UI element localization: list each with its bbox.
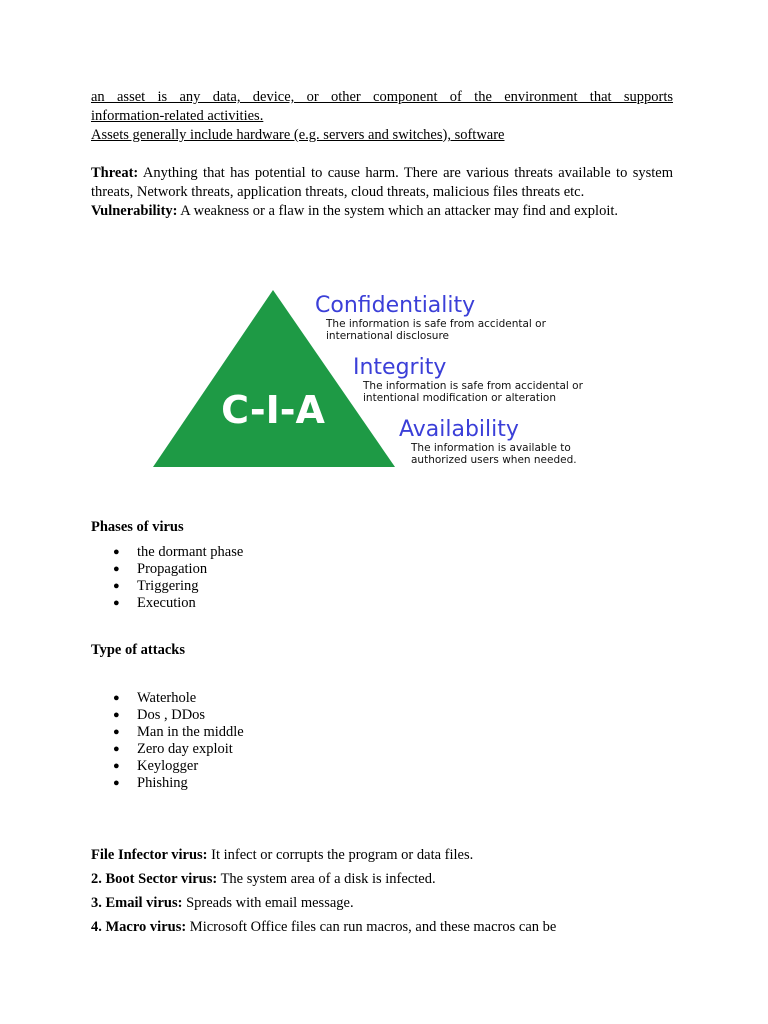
asset-line-2: information-related activities. — [91, 108, 264, 124]
virus-label: File Infector virus: — [91, 847, 208, 863]
list-item-label: Phishing — [137, 775, 188, 791]
confidentiality-desc-2: international disclosure — [326, 330, 450, 342]
asset-line-3: Assets generally include hardware (e.g. servers and switches), software — [91, 127, 505, 143]
list-item — [113, 578, 243, 595]
bullet-icon: ● — [113, 709, 120, 721]
threat-paragraph — [91, 164, 673, 202]
list-item-label: Dos , DDos — [137, 707, 206, 723]
virus-label: 3. Email virus: — [91, 895, 183, 911]
virus-text: The system area of a disk is infected. — [217, 871, 436, 887]
virus-label: 4. Macro virus: — [91, 919, 187, 935]
bullet-icon: ● — [113, 726, 120, 738]
list-item-label: the dormant phase — [137, 544, 244, 560]
threat-text: Anything that has potential to cause harm. There are various threats available to system threats, Network threats, application threats, cloud threats, malicious files threats etc. — [91, 165, 673, 200]
list-item-label: Waterhole — [137, 690, 197, 706]
list-item — [113, 707, 244, 724]
list-item — [113, 690, 244, 707]
threat-label: Threat: — [91, 165, 139, 181]
virus-text: It infect or corrupts the program or data files. — [207, 847, 474, 863]
list-item-label: Propagation — [137, 561, 208, 577]
list-item — [113, 741, 244, 758]
bullet-icon: ● — [113, 597, 120, 609]
list-item-label: Man in the middle — [137, 724, 244, 740]
virus-label: 2. Boot Sector virus: — [91, 871, 218, 887]
integrity-desc-1: The information is safe from accidental or — [363, 380, 583, 392]
virus-text: Spreads with email message. — [182, 895, 354, 911]
asset-line-1: an asset is any data, device, or other component of the environment that supports — [91, 89, 673, 105]
availability-title: Availability — [399, 417, 519, 442]
list-item — [113, 724, 244, 741]
cia-triad-figure — [150, 285, 610, 475]
list-item — [113, 561, 243, 578]
bullet-icon: ● — [113, 777, 120, 789]
phases-list — [113, 544, 243, 612]
virus-item — [91, 918, 556, 937]
vulnerability-paragraph — [91, 202, 673, 221]
integrity-title: Integrity — [353, 355, 447, 380]
virus-text: Microsoft Office files can run macros, and these macros can be — [186, 919, 557, 935]
attacks-title: Type of attacks — [91, 642, 185, 658]
phases-title: Phases of virus — [91, 519, 184, 535]
bullet-icon: ● — [113, 546, 120, 558]
list-item-label: Triggering — [137, 578, 199, 594]
virus-item — [91, 870, 436, 889]
list-item — [113, 595, 243, 612]
list-item-label: Zero day exploit — [137, 741, 233, 757]
availability-desc-1: The information is available to — [411, 442, 571, 454]
bullet-icon: ● — [113, 692, 120, 704]
bullet-icon: ● — [113, 563, 120, 575]
attacks-list — [113, 690, 244, 792]
list-item — [113, 544, 243, 561]
bullet-icon: ● — [113, 760, 120, 772]
vulnerability-label: Vulnerability: — [91, 203, 178, 219]
virus-item — [91, 894, 354, 913]
vulnerability-text: A weakness or a flaw in the system which an attacker may find and exploit. — [177, 203, 618, 219]
virus-item — [91, 846, 473, 865]
confidentiality-desc-1: The information is safe from accidental or — [326, 318, 546, 330]
list-item — [113, 758, 244, 775]
confidentiality-title: Confidentiality — [315, 293, 476, 318]
list-item-label: Keylogger — [137, 758, 199, 774]
bullet-icon: ● — [113, 580, 120, 592]
asset-definition — [91, 88, 673, 145]
bullet-icon: ● — [113, 743, 120, 755]
list-item — [113, 775, 244, 792]
cia-triangle-label: C-I-A — [221, 388, 325, 432]
list-item-label: Execution — [137, 595, 196, 611]
integrity-desc-2: intentional modification or alteration — [363, 392, 556, 404]
availability-desc-2: authorized users when needed. — [411, 454, 577, 466]
